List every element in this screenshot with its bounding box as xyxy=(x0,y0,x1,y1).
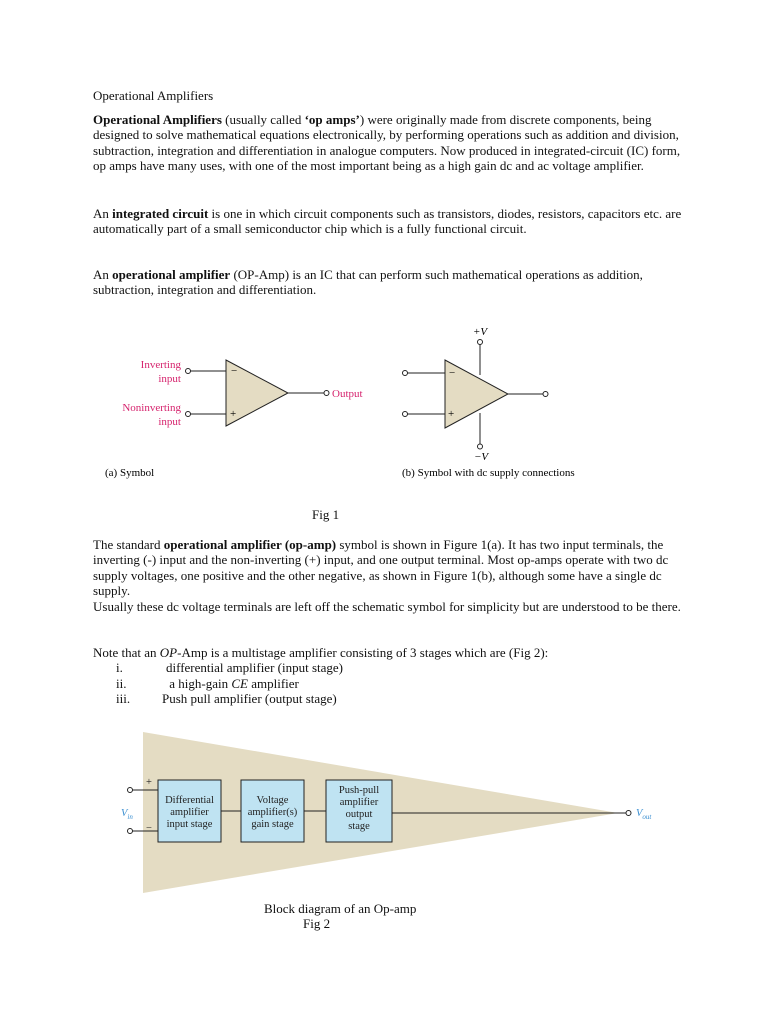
noninverting-input-label-2: input xyxy=(158,416,181,428)
block-text: gain stage xyxy=(251,819,294,830)
fig-1-label: Fig 1 xyxy=(312,507,340,522)
text-run: (usually called xyxy=(221,112,305,127)
list-item xyxy=(116,676,299,692)
noninverting-terminal xyxy=(186,412,191,417)
figure-1-opamp-symbols xyxy=(100,318,620,488)
fig-2-caption: Block diagram of an Op-amp xyxy=(264,901,417,916)
paragraph-symbol xyxy=(93,537,683,598)
list-number: iii. xyxy=(116,691,131,706)
paragraph-stages xyxy=(93,645,683,660)
bold-term: Operational Amplifiers xyxy=(93,112,222,127)
list-item xyxy=(116,660,343,676)
vin-label: $V_{in}$ xyxy=(121,808,133,821)
page-title: Operational Amplifiers xyxy=(93,88,214,103)
text-run: An xyxy=(93,267,113,282)
noninverting-input-label: Noninverting xyxy=(122,402,181,414)
list-item xyxy=(116,691,337,707)
paragraph-supply-note: Usually these dc voltage terminals are left off the schematic symbol for simplicity but are understood to be there. xyxy=(93,599,681,614)
bold-term: operational amplifier xyxy=(112,267,231,282)
block-text: input stage xyxy=(166,819,213,830)
caption-b: (b) Symbol with dc supply connections xyxy=(402,467,575,479)
list-number: ii. xyxy=(116,676,127,691)
plus-sign: + xyxy=(230,408,237,420)
minus-sign: − xyxy=(146,823,152,834)
text-run: An xyxy=(93,206,113,221)
minus-v-terminal xyxy=(478,444,483,449)
output-label: Output xyxy=(332,388,363,400)
input-terminal-minus xyxy=(128,829,133,834)
text-run: Note that an xyxy=(93,645,160,660)
output-terminal-b xyxy=(543,392,548,397)
minus-sign: − xyxy=(449,367,456,379)
bold-term: integrated circuit xyxy=(112,206,209,221)
text-run: The standard xyxy=(93,537,164,552)
list-text: Push pull amplifier (output stage) xyxy=(162,691,337,706)
minus-v-label: −V xyxy=(474,451,489,463)
vout-label: $V_{out}$ xyxy=(636,808,652,821)
inverting-input-label-2: input xyxy=(158,373,181,385)
text-run: is one in which circuit components such as transistors, diodes, resistors, capacitors etc. are automatically part of a small semiconductor chip which is a fully functional circuit. xyxy=(93,206,682,237)
block-text: Push-pull xyxy=(338,785,380,796)
paragraph-intro xyxy=(93,112,683,173)
paragraph-opamp xyxy=(93,267,683,298)
fig-2-label: Fig 2 xyxy=(303,916,331,931)
block-text: stage xyxy=(348,821,370,832)
noninverting-terminal-b xyxy=(403,412,408,417)
bold-term: operational amplifier (op-amp) xyxy=(163,537,337,552)
plus-v-label: +V xyxy=(473,326,488,338)
list-text: a high-gain xyxy=(166,676,232,691)
output-terminal xyxy=(626,811,631,816)
plus-sign: + xyxy=(146,777,152,788)
block-text: Differential xyxy=(165,795,214,806)
input-terminal-plus xyxy=(128,788,133,793)
block-text: amplifier xyxy=(339,797,379,808)
block-text: output xyxy=(345,809,373,820)
caption-a: (a) Symbol xyxy=(105,467,155,479)
italic-term: CE xyxy=(231,676,248,691)
plus-sign: + xyxy=(448,408,455,420)
block-text: amplifier xyxy=(170,807,209,818)
list-number: i. xyxy=(116,660,123,675)
italic-term: OP xyxy=(159,645,178,660)
text-run: -Amp is a multistage amplifier consisting of 3 stages which are (Fig 2): xyxy=(177,645,549,660)
plus-v-terminal xyxy=(478,340,483,345)
figure-2-block-diagram xyxy=(118,728,658,898)
inverting-terminal xyxy=(186,369,191,374)
inverting-terminal-b xyxy=(403,371,408,376)
inverting-input-label: Inverting xyxy=(140,359,181,371)
list-text: amplifier xyxy=(247,676,299,691)
output-terminal xyxy=(324,391,329,396)
block-text: Voltage xyxy=(256,795,289,806)
text-run: ) were originally made from discrete components, being designed to solve mathematical equations electronically, by performing operations such as addition and division, subtraction, integration and differentiation in analogue computers. Now produced in integrated-circuit (IC) form, op amps have many uses, with one of the most important being as a high gain dc and ac voltage amplifier. xyxy=(93,112,681,173)
list-text: differential amplifier (input stage) xyxy=(166,660,343,675)
bold-term: ‘op amps’ xyxy=(304,112,360,127)
paragraph-ic xyxy=(93,206,683,237)
minus-sign: − xyxy=(231,365,238,377)
text-run: (OP-Amp) is an IC that can perform such mathematical operations as addition, subtraction, integration and differentiation. xyxy=(93,267,643,298)
block-text: amplifier(s) xyxy=(247,807,298,818)
text-run: symbol is shown in Figure 1(a). It has two input terminals, the inverting (-) input and the non-inverting (+) input, and one output terminal. Most op-amps operate with two dc supply voltages, one positive and the other negative, as shown in Figure 1(b), although some have a single dc supply. xyxy=(93,537,669,598)
